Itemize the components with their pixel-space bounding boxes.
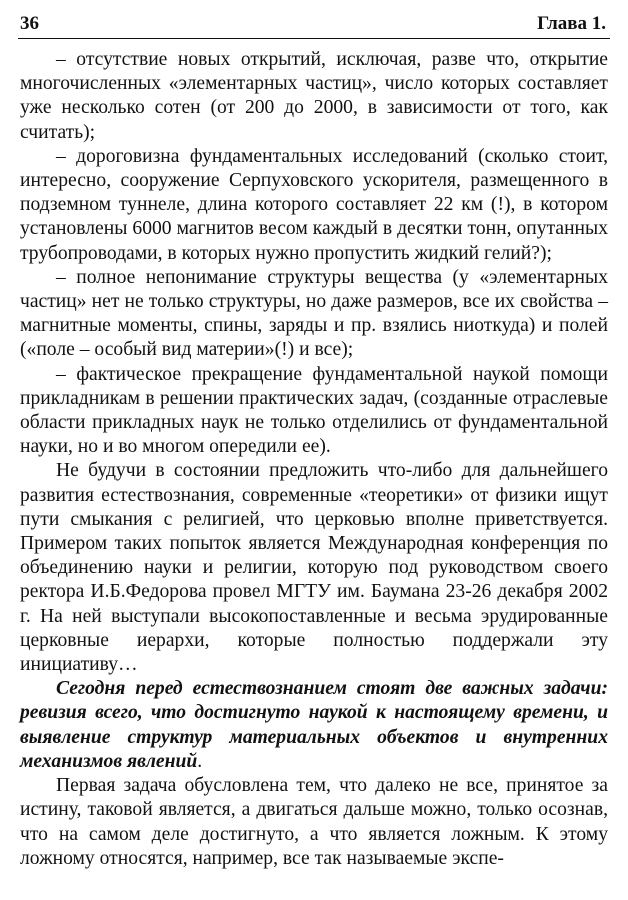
page-number: 36 bbox=[20, 13, 39, 34]
list-item-discoveries: – отсутствие новых открытий, исключая, разве что, открытие многочисленных «элементарных частиц», число которых составляет уже несколько сотен (от 200 до 2000, в зависимости от того, как считать); bbox=[20, 49, 608, 143]
paragraph-religion: Не будучи в состоянии предложить что-либо для дальнейшего развития естествознания, современные «теоретики» от физики ищут пути смыкания с религией, что церковью вполне приветствуется. Примером таких попыток является Международная конференция по объединению науки и религии, которую под руководством своего ректора И.Б.Федорова провел МГТУ им. Баумана 23-26 декабря 2002 г. На ней выступали высокопоставленные и весьма эрудированные церковные иерархи, которые полностью поддержали эту инициативу… bbox=[20, 460, 608, 676]
paragraph-first-task: Первая задача обусловлена тем, что далеко не все, принятое за истину, таковой является, а двигаться дальше можно, только осознав, что на самом деле достигнуто, а что является ложным. К этому ложному относятся, например, все так называемые экспе- bbox=[20, 775, 608, 869]
chapter-title: Глава 1. bbox=[537, 13, 606, 34]
emphasis-text: Сегодня перед естествознанием стоят две важных задачи: ревизия всего, что достигнуто наукой к настоящему времени, и выявление структур материальных объектов и внутренних механизмов явлений bbox=[20, 678, 608, 772]
emphasis-tail: . bbox=[197, 750, 203, 772]
list-item-research-cost: – дороговизна фундаментальных исследований (сколько стоит, интересно, сооружение Серпуховского ускорителя, размещенного в подземном туннеле, длина которого составляет 22 км (!), в котором установлены 6000 магнитов весом каждый в десятки тонн, опутанных трубопроводами, в которых нужно пропустить жидкий гелий?); bbox=[20, 145, 608, 264]
page-body bbox=[20, 48, 608, 871]
paragraph-tasks bbox=[20, 677, 608, 774]
list-item-matter-structure: – полное непонимание структуры вещества (у «элементарных частиц» нет не только структуры, но даже размеров, все их свойства – магнитные моменты, спины, заряды и пр. взялись ниоткуда) и полей («поле – особый вид материи»(!) и все); bbox=[20, 266, 608, 361]
running-header bbox=[18, 10, 610, 39]
list-item-applied-science: – фактическое прекращение фундаментальной наукой помощи прикладникам в решении практических задач, (созданные отраслевые области прикладных наук не только отделились от фундаментальной науки, но и во многом опередили ее). bbox=[20, 363, 608, 458]
